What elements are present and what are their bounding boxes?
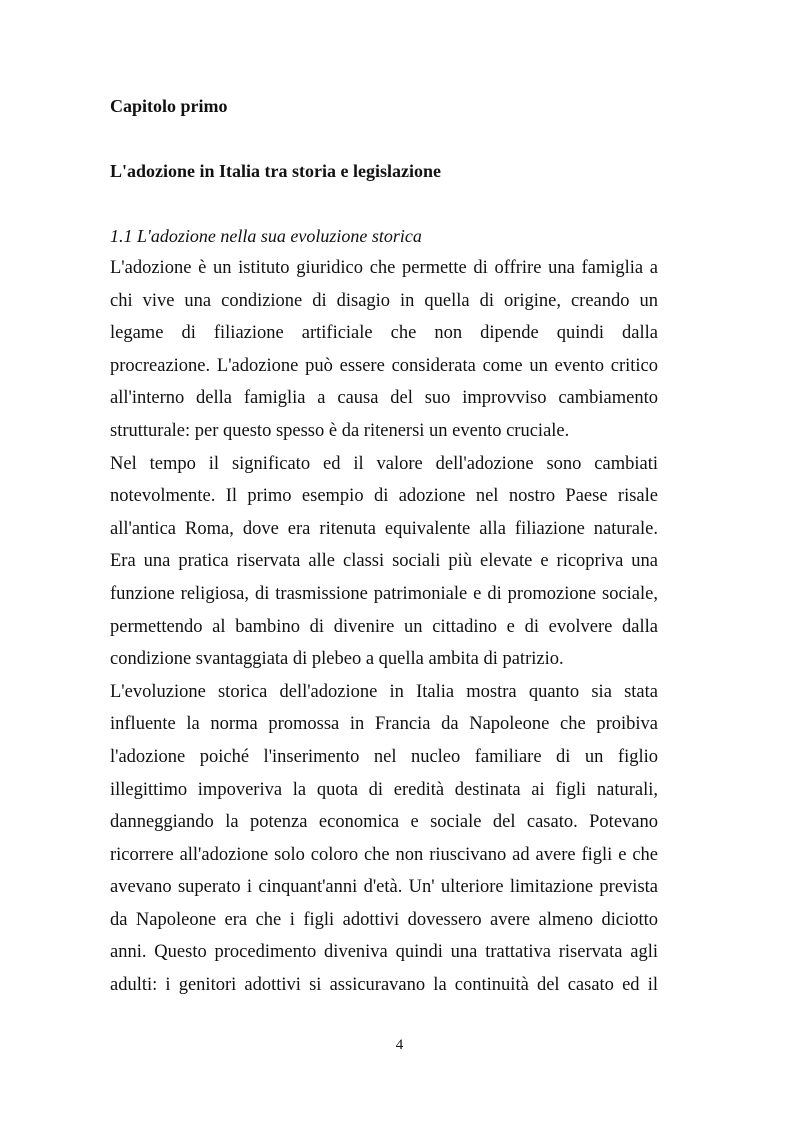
text-line: legame di filiazione artificiale che non dipende quindi dalla: [110, 323, 658, 344]
text-line: l'adozione poiché l'inserimento nel nucleo familiare di un figlio: [110, 746, 658, 767]
section-title: 1.1 L'adozione nella sua evoluzione storica: [110, 226, 422, 246]
text-line: influente la norma promossa in Francia da Napoleone che proibiva: [110, 714, 658, 735]
text-line: permettendo al bambino di divenire un cittadino e di evolvere dalla: [110, 616, 658, 637]
text-line: avevano superato i cinquant'anni d'età. Un' ulteriore limitazione prevista: [110, 877, 658, 898]
text-line: anni. Questo procedimento diveniva quindi una trattativa riservata agli: [110, 942, 658, 963]
page-number: 4: [395, 1037, 404, 1053]
body-text: [110, 252, 658, 1002]
text-line: all'interno della famiglia a causa del suo improvviso cambiamento: [110, 388, 658, 409]
text-line: funzione religiosa, di trasmissione patrimoniale e di promozione sociale,: [110, 583, 658, 604]
text-line: procreazione. L'adozione può essere considerata come un evento critico: [110, 355, 658, 376]
text-line: illegittimo impoveriva la quota di eredità destinata ai figli naturali,: [110, 779, 658, 800]
text-line: Nel tempo il significato ed il valore dell'adozione sono cambiati: [110, 453, 658, 474]
text-line: all'antica Roma, dove era ritenuta equivalente alla filiazione naturale.: [110, 518, 658, 539]
chapter-title: L'adozione in Italia tra storia e legislazione: [110, 161, 441, 181]
text-line: notevolmente. Il primo esempio di adozione nel nostro Paese risale: [110, 486, 658, 507]
text-line: L'evoluzione storica dell'adozione in Italia mostra quanto sia stata: [110, 681, 658, 702]
text-line: strutturale: per questo spesso è da ritenersi un evento cruciale.: [110, 420, 570, 441]
text-line: chi vive una condizione di disagio in quella di origine, creando un: [110, 290, 658, 311]
text-line: ricorrere all'adozione solo coloro che non riuscivano ad avere figli e che: [110, 844, 658, 865]
text-line: adulti: i genitori adottivi si assicuravano la continuità del casato ed il: [110, 975, 658, 996]
text-line: danneggiando la potenza economica e sociale del casato. Potevano: [110, 812, 658, 833]
text-line: Era una pratica riservata alle classi sociali più elevate e ricopriva una: [110, 551, 658, 572]
text-line: condizione svantaggiata di plebeo a quella ambita di patrizio.: [110, 649, 564, 670]
text-line: L'adozione è un istituto giuridico che permette di offrire una famiglia a: [110, 258, 658, 278]
chapter-heading: Capitolo primo: [110, 96, 228, 116]
text-line: da Napoleone era che i figli adottivi dovessero avere almeno diciotto: [110, 909, 658, 930]
